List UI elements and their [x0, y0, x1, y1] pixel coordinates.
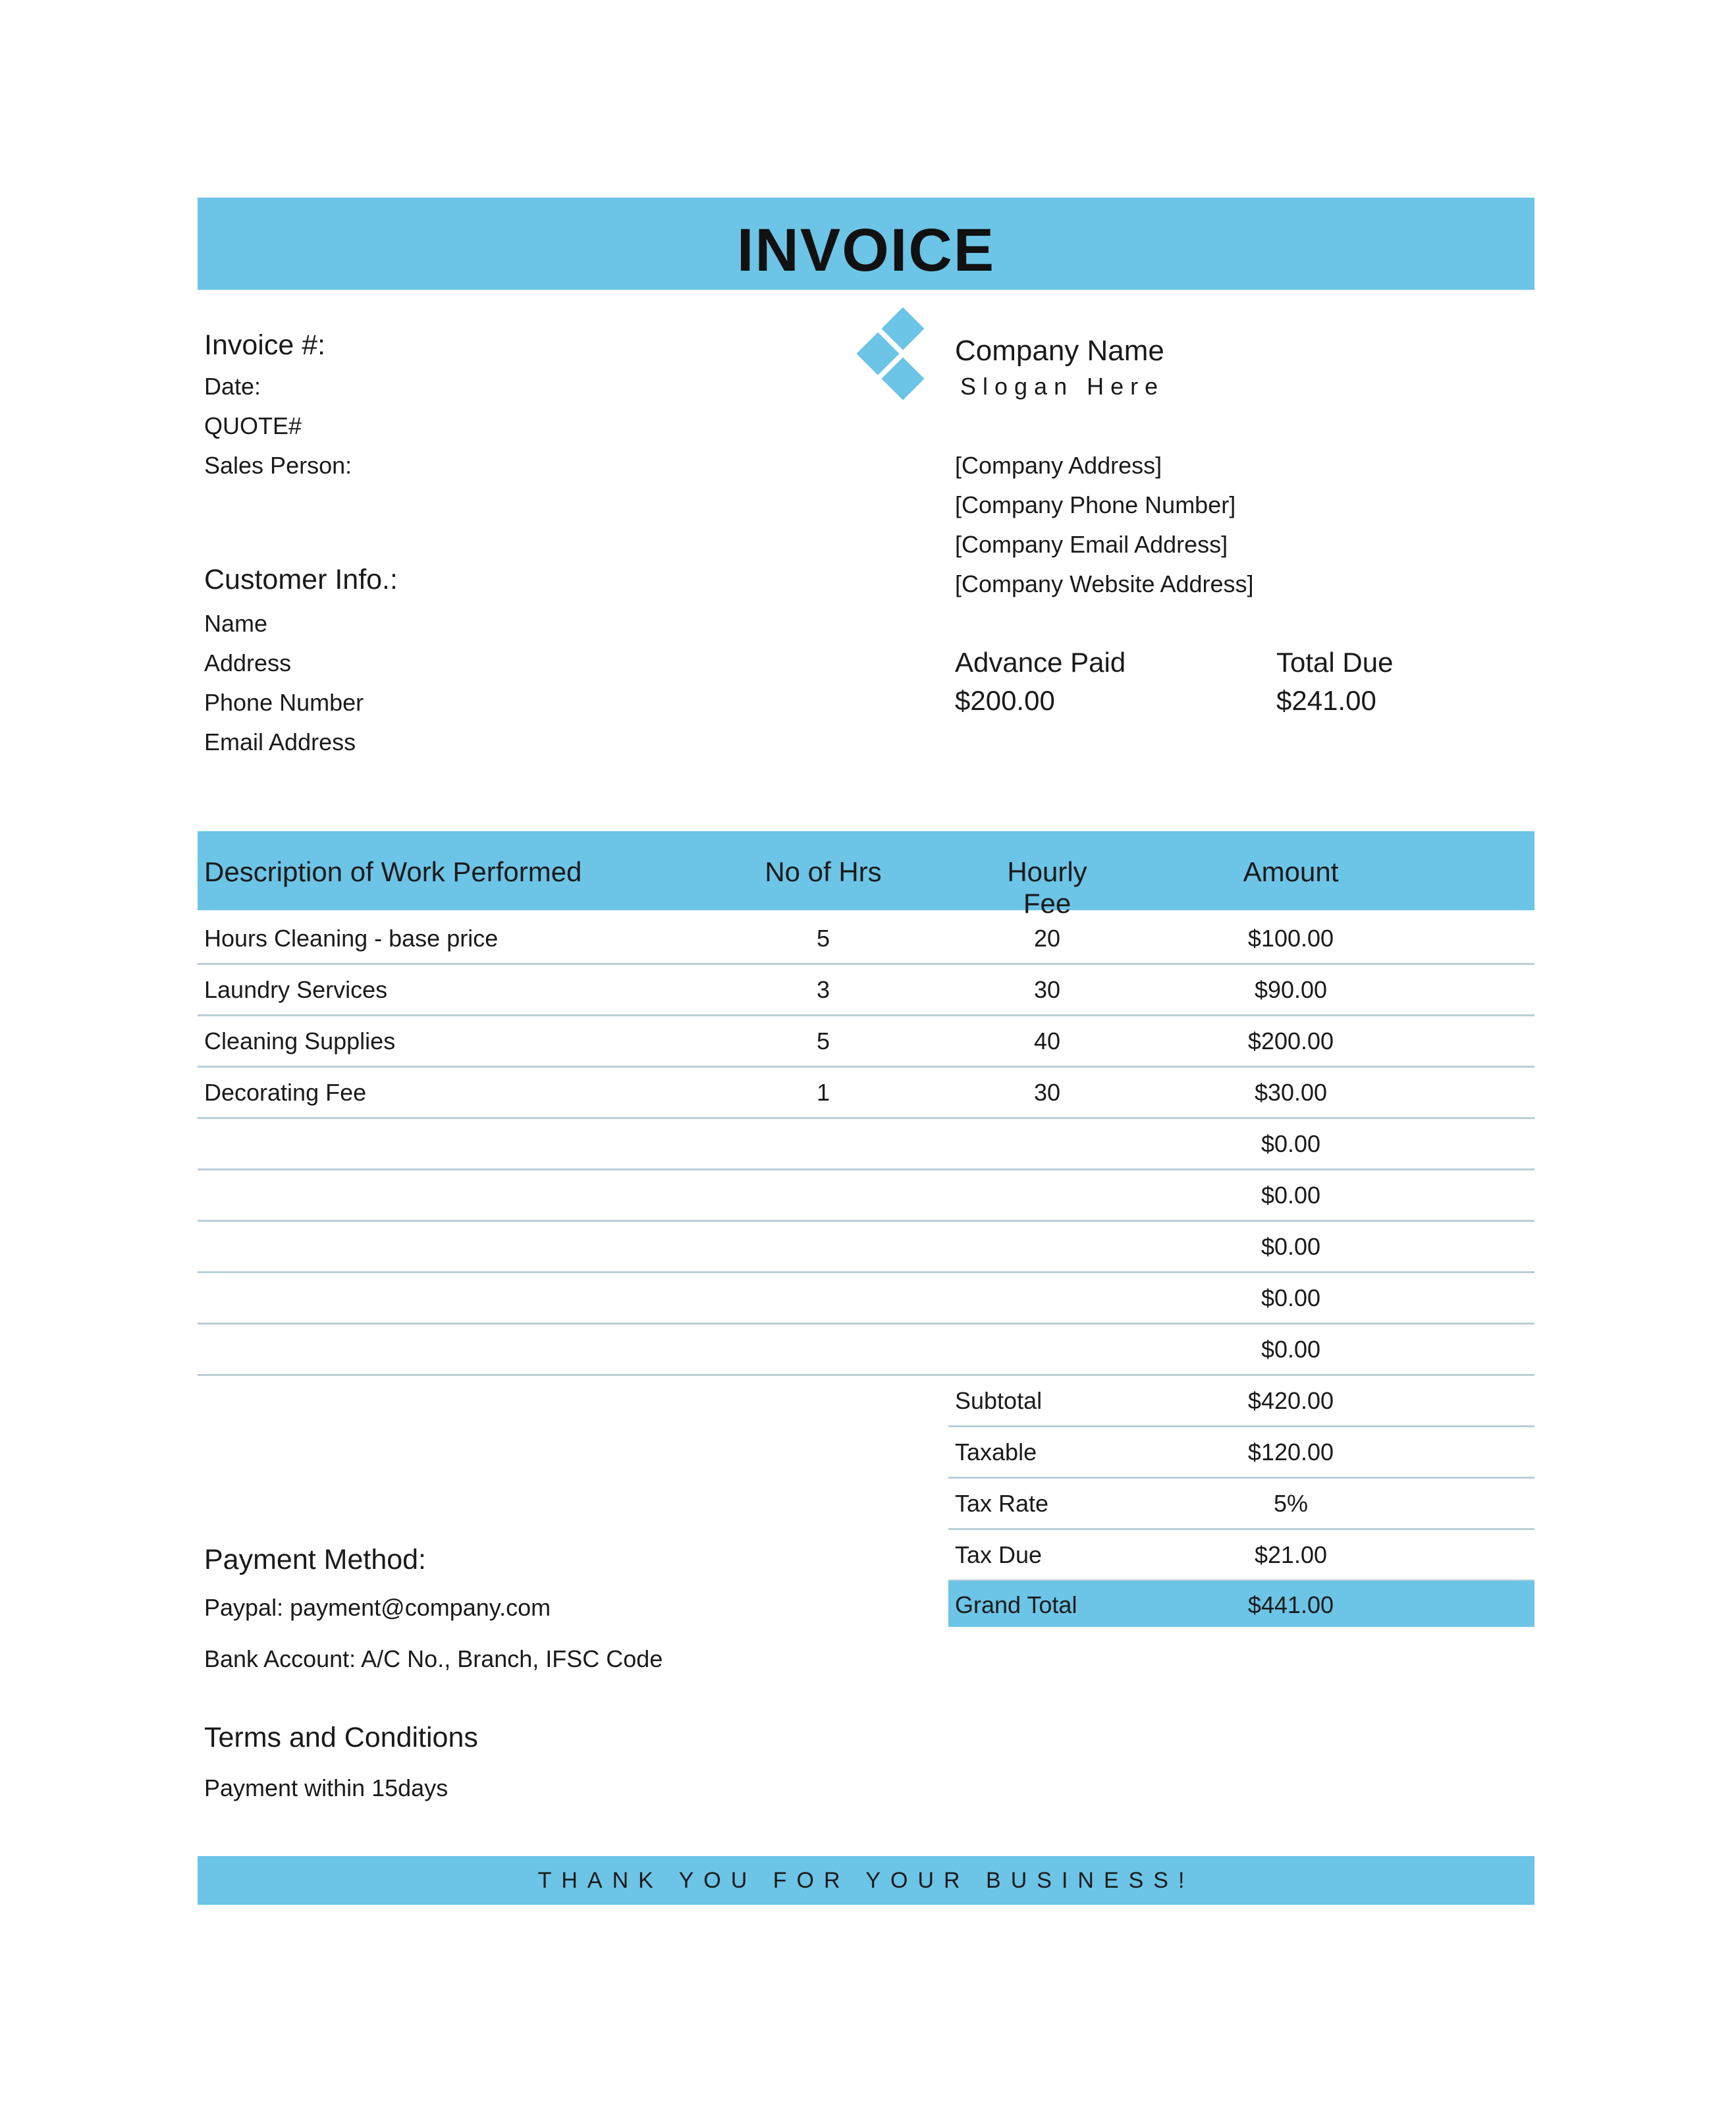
- row-amount: $0.00: [1261, 1336, 1321, 1363]
- sales-person-label: Sales Person:: [204, 452, 352, 479]
- row-hours: 1: [816, 1079, 830, 1106]
- company-email: [Company Email Address]: [955, 531, 1228, 558]
- terms-text: Payment within 15days: [204, 1774, 448, 1801]
- tax-rate-row: [948, 1477, 1534, 1530]
- subtotal-value: $420.00: [1247, 1387, 1334, 1414]
- company-name: Company Name: [955, 335, 1164, 367]
- table-row: [198, 1066, 1534, 1119]
- customer-name: Name: [204, 610, 268, 637]
- row-amount: $90.00: [1254, 976, 1328, 1003]
- invoice-number-label: Invoice #:: [204, 329, 326, 361]
- row-description: Decorating Fee: [204, 1079, 367, 1106]
- table-header: [198, 831, 1534, 919]
- row-amount: $0.00: [1261, 1130, 1321, 1157]
- row-amount: $100.00: [1247, 925, 1334, 952]
- advance-paid-value: $200.00: [955, 685, 1055, 716]
- invoice-title: INVOICE: [736, 217, 996, 284]
- row-hourly-fee: 40: [1033, 1027, 1061, 1054]
- taxable-label: Taxable: [955, 1438, 1037, 1465]
- subtotal-row: [948, 1374, 1534, 1427]
- row-hours: 5: [816, 1027, 830, 1054]
- table-row: [198, 1117, 1534, 1170]
- row-hourly-fee: 30: [1033, 976, 1061, 1003]
- column-header-hours: No of Hrs: [765, 856, 882, 887]
- grand-total-row: [948, 1581, 1534, 1627]
- table-row: [198, 1220, 1534, 1273]
- tax-due-row: [948, 1528, 1534, 1581]
- diamond-logo-icon: [854, 307, 939, 411]
- company-phone: [Company Phone Number]: [955, 491, 1236, 518]
- row-amount: $0.00: [1261, 1233, 1321, 1260]
- column-header-amount: Amount: [1243, 856, 1339, 887]
- tax-due-value: $21.00: [1254, 1541, 1328, 1568]
- row-description: Laundry Services: [204, 976, 388, 1003]
- company-website: [Company Website Address]: [955, 570, 1254, 597]
- grand-total-value: $441.00: [1247, 1591, 1334, 1618]
- footer-band: [198, 1856, 1534, 1905]
- payment-method-heading: Payment Method:: [204, 1544, 427, 1575]
- column-header-description: Description of Work Performed: [204, 856, 582, 887]
- table-row: [198, 1168, 1534, 1222]
- table-row: [198, 1323, 1534, 1376]
- customer-email: Email Address: [204, 728, 356, 755]
- column-header-hourly-fee: Hourly Fee: [1007, 856, 1087, 919]
- row-amount: $200.00: [1247, 1027, 1334, 1054]
- row-amount: $30.00: [1254, 1079, 1328, 1106]
- row-amount: $0.00: [1261, 1284, 1321, 1311]
- payment-paypal: Paypal: payment@company.com: [204, 1594, 551, 1621]
- customer-phone: Phone Number: [204, 689, 364, 716]
- total-due-value: $241.00: [1276, 685, 1376, 716]
- row-amount: $0.00: [1261, 1182, 1321, 1209]
- quote-label: QUOTE#: [204, 412, 302, 439]
- row-description: Cleaning Supplies: [204, 1027, 396, 1054]
- grand-total-label: Grand Total: [955, 1591, 1077, 1618]
- date-label: Date:: [204, 373, 261, 400]
- row-description: Hours Cleaning - base price: [204, 925, 499, 952]
- customer-address: Address: [204, 649, 292, 676]
- table-row: [198, 912, 1534, 965]
- tax-rate-value: 5%: [1273, 1490, 1309, 1517]
- company-address: [Company Address]: [955, 452, 1162, 479]
- row-hourly-fee: 30: [1033, 1079, 1061, 1106]
- tax-due-label: Tax Due: [955, 1541, 1043, 1568]
- total-due-label: Total Due: [1276, 647, 1394, 678]
- advance-paid-label: Advance Paid: [955, 647, 1126, 678]
- title-band: [198, 198, 1534, 290]
- thank-you-message: THANK YOU FOR YOUR BUSINESS!: [537, 1868, 1195, 1893]
- company-slogan: Slogan Here: [960, 373, 1165, 400]
- row-hourly-fee: 20: [1033, 925, 1061, 952]
- table-row: [198, 1014, 1534, 1068]
- customer-info-heading: Customer Info.:: [204, 564, 398, 595]
- row-hours: 3: [816, 976, 830, 1003]
- table-row: [198, 1271, 1534, 1325]
- row-hours: 5: [816, 925, 830, 952]
- subtotal-label: Subtotal: [955, 1387, 1043, 1414]
- taxable-row: [948, 1425, 1534, 1479]
- terms-heading: Terms and Conditions: [204, 1722, 478, 1753]
- tax-rate-label: Tax Rate: [955, 1490, 1049, 1517]
- taxable-value: $120.00: [1247, 1438, 1334, 1465]
- payment-bank: Bank Account: A/C No., Branch, IFSC Code: [204, 1645, 663, 1672]
- table-row: [198, 963, 1534, 1016]
